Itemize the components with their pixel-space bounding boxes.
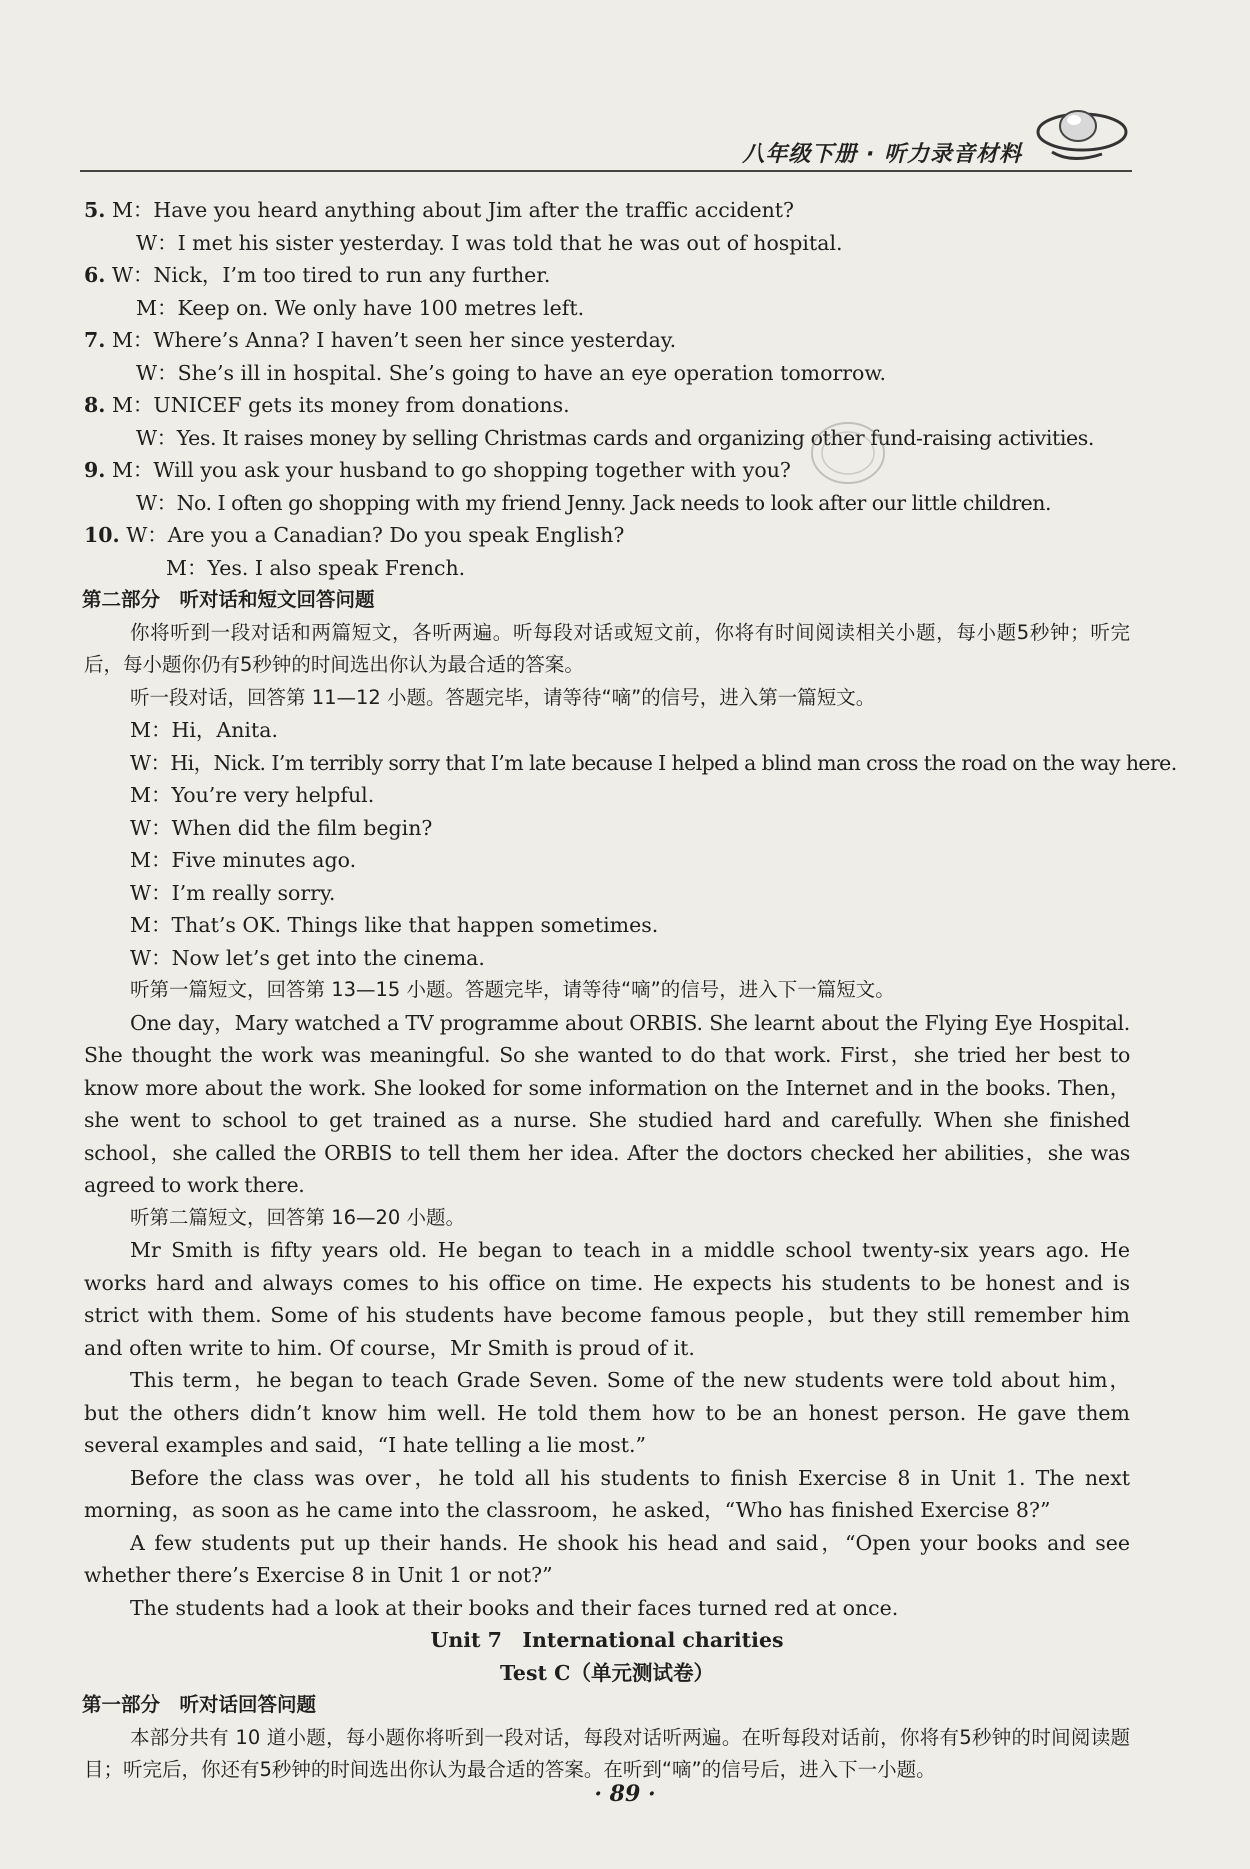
dialogue-list	[84, 194, 1130, 584]
question-number: 6.	[84, 263, 106, 287]
dialogue-line: M：Yes. I also speak French.	[166, 555, 466, 580]
question-number: 7.	[84, 328, 106, 352]
passage-paragraph: The students had a look at their books and their faces turned red at once.	[130, 1595, 899, 1620]
dialogue-line: W：I’m really sorry.	[130, 880, 336, 905]
dialogue-item	[84, 324, 1130, 357]
dialogue-item	[84, 194, 1130, 227]
dialogue-line: M：That’s OK. Things like that happen sometimes.	[130, 913, 659, 937]
dialogue-item	[84, 454, 1130, 487]
conversation	[84, 714, 1177, 974]
passage-paragraph: Mr Smith is fifty years old. He began to teach in a middle school twenty-six years ago. He works hard and always comes to his office on time. He expects his students to be honest and is strict with them. Some of his students have become famous people，but they still remember him and often write to him. Of course，Mr Smith is proud of it.	[84, 1238, 1130, 1360]
dialogue-line: W：Are you a Canadian? Do you speak English?	[126, 523, 625, 547]
dialogue-line: M：Keep on. We only have 100 metres left.	[136, 295, 585, 320]
dialogue-line: M：Will you ask your husband to go shopping together with you?	[111, 458, 791, 482]
question-number: 5.	[84, 198, 106, 222]
dialogue-item	[84, 389, 1130, 422]
section-heading: 第二部分 听对话和短文回答问题	[82, 588, 375, 611]
page-header	[80, 100, 1132, 172]
dialogue-line: W：She’s ill in hospital. She’s going to have an eye operation tomorrow.	[136, 360, 887, 385]
section-heading: 第一部分 听对话回答问题	[82, 1693, 317, 1716]
instruction: 听一段对话，回答第 11—12 小题。答题完毕，请等待“嘀”的信号，进入第一篇短文。	[130, 685, 876, 709]
question-number: 8.	[84, 393, 106, 417]
dialogue-line: M：Five minutes ago.	[130, 848, 357, 872]
dialogue-item	[84, 519, 1130, 552]
watermark-stamp-icon	[808, 418, 888, 488]
question-number: 9.	[84, 458, 106, 482]
passage-paragraph: This term，he began to teach Grade Seven. Some of the new students were told about him，but the others didn’t know him well. He told them how to be an honest person. He gave them several examples and said，“I hate telling a lie most.”	[84, 1368, 1130, 1457]
dialogue-line: W：Yes. It raises money by selling Christmas cards and organizing other fund-raising activities.	[136, 425, 1094, 450]
passage-paragraph: A few students put up their hands. He shook his head and said，“Open your books and see whether there’s Exercise 8 in Unit 1 or not?”	[84, 1530, 1130, 1587]
page-content	[82, 194, 1177, 1787]
unit-title: Unit 7 International charities	[430, 1628, 784, 1652]
instruction: 听第一篇短文，回答第 13—15 小题。答题完毕，请等待“嘀”的信号，进入下一篇短文。	[130, 978, 895, 1001]
dialogue-line: M：UNICEF gets its money from donations.	[111, 393, 570, 417]
dialogue-line: M：Hi，Anita.	[130, 718, 278, 742]
dialogue-item	[84, 259, 1130, 292]
header-rule	[80, 170, 1132, 172]
page-number: · 89 ·	[594, 1781, 656, 1807]
test-title: Test C（单元测试卷）	[500, 1660, 714, 1685]
instruction: 听第二篇短文，回答第 16—20 小题。	[130, 1205, 466, 1229]
passage-paragraph: Before the class was over，he told all his students to finish Exercise 8 in Unit 1. The next morning，as soon as he came into the classroom，he asked，“Who has finished Exercise 8?”	[84, 1465, 1130, 1522]
header-title: 八年级下册 · 听力录音材料	[742, 142, 1022, 167]
dialogue-line: W：No. I often go shopping with my friend Jenny. Jack needs to look after our little children.	[136, 490, 1051, 515]
mouse-logo-icon	[1032, 102, 1132, 170]
dialogue-line: W：When did the film begin?	[130, 815, 433, 840]
dialogue-line: W：Now let’s get into the cinema.	[130, 945, 485, 970]
dialogue-line: M：Have you heard anything about Jim after the traffic accident?	[111, 198, 795, 222]
section-intro: 你将听到一段对话和两篇短文，各听两遍。听每段对话或短文前，你将有时间阅读相关小题，每小题5秒钟；听完后，每小题你仍有5秒钟的时间选出你认为最合适的答案。	[84, 620, 1130, 676]
dialogue-line: W：Nick，I’m too tired to run any further.	[111, 263, 551, 287]
dialogue-line: W：I met his sister yesterday. I was told that he was out of hospital.	[136, 230, 843, 255]
dialogue-line: M：You’re very helpful.	[130, 783, 375, 807]
section-intro: 本部分共有 10 道小题，每小题你将听到一段对话，每段对话听两遍。在听每段对话前，你将有5秒钟的时间阅读题目；听完后，你还有5秒钟的时间选出你认为最合适的答案。在听到“嘀”的信号后，进入下一小题。	[84, 1725, 1130, 1781]
dialogue-line: W：Hi，Nick. I’m terribly sorry that I’m late because I helped a blind man cross the road on the way here.	[130, 750, 1177, 775]
passage-paragraph: One day，Mary watched a TV programme about ORBIS. She learnt about the Flying Eye Hospital. She thought the work was meaningful. So she wanted to do that work. First，she tried her best to know more about the work. She looked for some information on the Internet and in the books. Then，she went to school to get trained as a nurse. She studied hard and carefully. When she finished school，she called the ORBIS to tell them her idea. After the doctors checked her abilities，she was agreed to work there.	[84, 1010, 1130, 1197]
question-number: 10.	[84, 523, 120, 547]
dialogue-line: M：Where’s Anna? I haven’t seen her since yesterday.	[111, 328, 677, 352]
